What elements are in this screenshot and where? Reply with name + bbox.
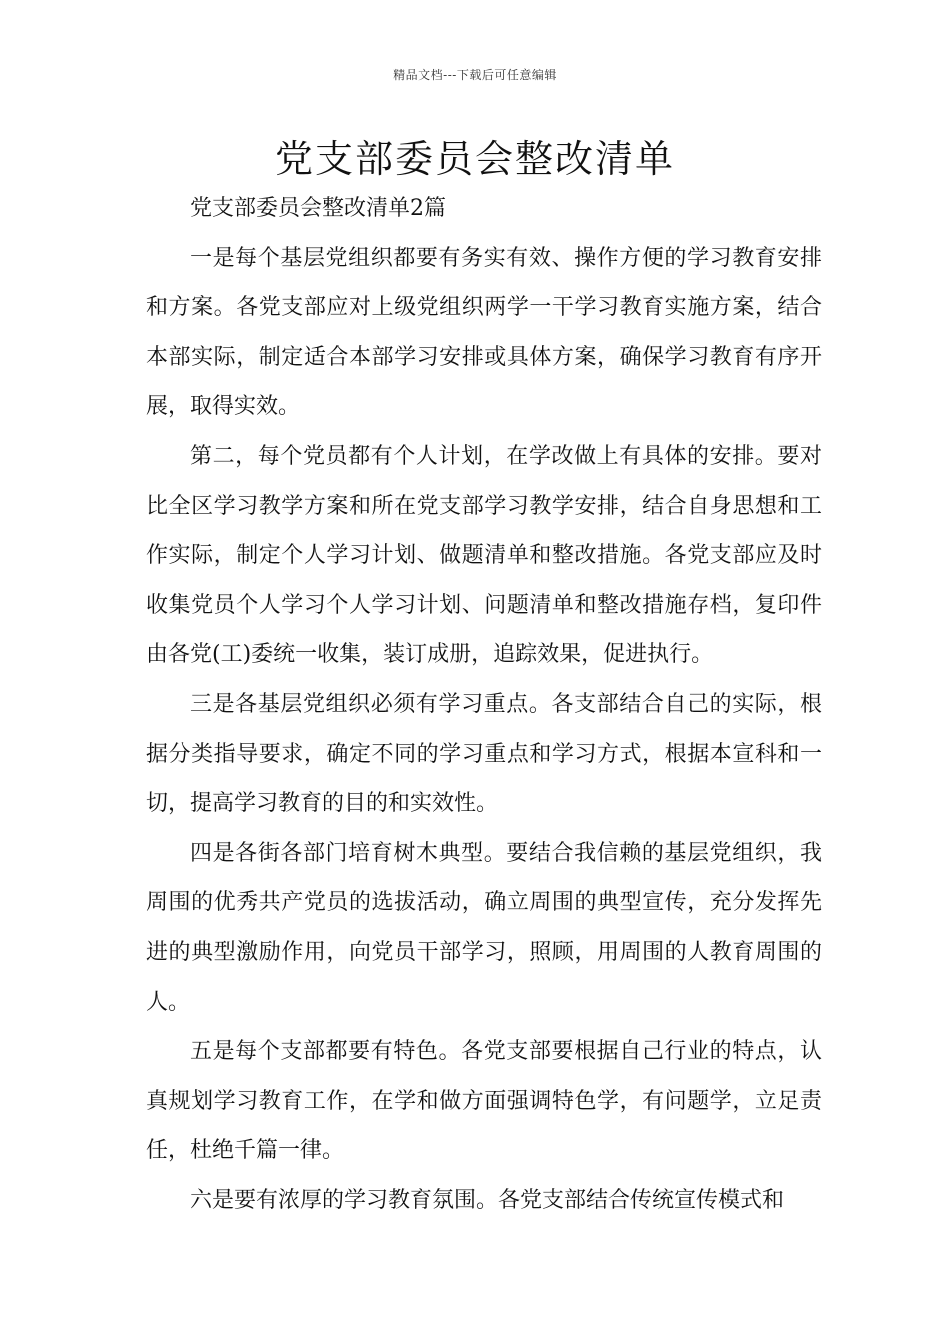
paragraph-2: 第二，每个党员都有个人计划，在学改做上有具体的安排。要对比全区学习教学方案和所在党支部学习教学安排，结合自身思想和工作实际，制定个人学习计划、做题清单和整改措施。各党支部应及时收集党员个人学习个人学习计划、问题清单和整改措施存档，复印件由各党(工)委统一收集，装订成册，追踪效果，促进执行。: [146, 443, 822, 668]
paragraph-4: 四是各街各部门培育树木典型。要结合我信赖的基层党组织，我周围的优秀共产党员的选拔活动，确立周围的典型宣传，充分发挥先进的典型激励作用，向党员干部学习，照顾，用周围的人教育周围的人。: [146, 840, 822, 1015]
paragraph-1: 一是每个基层党组织都要有务实有效、操作方便的学习教育安排和方案。各党支部应对上级党组织两学一干学习教育实施方案，结合本部实际，制定适合本部学习安排或具体方案，确保学习教育有序开展，取得实效。: [146, 245, 822, 420]
paragraph-subtitle: 党支部委员会整改清单2篇: [190, 196, 446, 221]
document-body: [146, 184, 822, 1225]
header-note: 精品文档---下载后可任意编辑: [393, 68, 557, 82]
document-title: 党支部委员会整改清单: [274, 137, 675, 181]
paragraph-3: 三是各基层党组织必须有学习重点。各支部结合自己的实际，根据分类指导要求，确定不同的学习重点和学习方式，根据本宣科和一切，提高学习教育的目的和实效性。: [146, 691, 822, 817]
paragraph-5: 五是每个支部都要有特色。各党支部要根据自己行业的特点，认真规划学习教育工作，在学和做方面强调特色学，有问题学，立足责任，杜绝千篇一律。: [146, 1039, 822, 1164]
paragraph-6: 六是要有浓厚的学习教育氛围。各党支部结合传统宣传模式和: [190, 1187, 785, 1213]
